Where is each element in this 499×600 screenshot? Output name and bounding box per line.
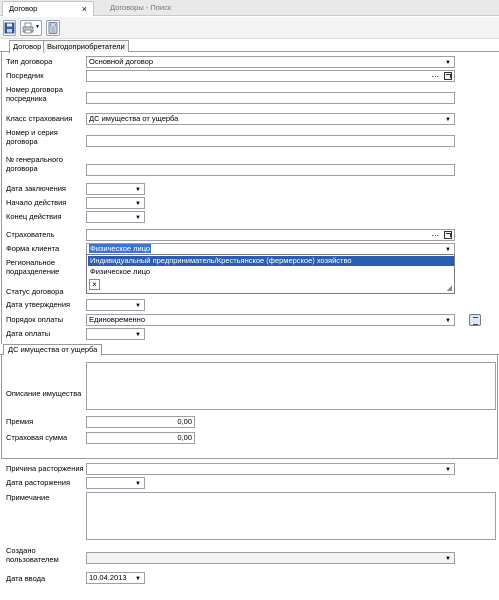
insurance-class-select[interactable] [86, 113, 455, 125]
chevron-down-icon: ▼ [445, 467, 451, 473]
date-approved-picker[interactable] [86, 299, 145, 311]
contract-type-select[interactable] [86, 56, 455, 68]
toolbar [0, 17, 499, 39]
label-entry-date: Дата ввода [6, 574, 46, 583]
payment-schedule-icon[interactable] [469, 314, 481, 326]
calculator-button[interactable] [46, 20, 60, 36]
label-payment-date: Дата оплаты [6, 329, 51, 338]
tab-contracts-search-label: Договоры - Поиск [110, 3, 172, 12]
chevron-down-icon: ▼ [135, 332, 141, 338]
tab-contracts-search[interactable] [104, 1, 196, 16]
insurance-class-value: ДС имущества от ущерба [89, 114, 179, 123]
save-button[interactable] [3, 20, 16, 36]
tab-beneficiaries[interactable]: Выгодоприобретатели [43, 40, 129, 52]
chevron-down-icon: ▼ [445, 60, 451, 66]
general-no-input[interactable] [86, 164, 455, 176]
chevron-down-icon: ▼ [135, 303, 141, 309]
label-client-form: Форма клиента [6, 244, 60, 253]
start-date-picker[interactable] [86, 197, 145, 209]
tab-contract-form[interactable]: Договор [9, 40, 45, 53]
open-icon[interactable] [444, 72, 452, 80]
label-broker-contract-no: Номер договора посредника [6, 85, 63, 103]
termination-reason-select[interactable] [86, 463, 455, 475]
form-tab-strip [0, 39, 499, 52]
contract-type-value: Основной договор [89, 57, 153, 66]
tab-contract-label: Договор [9, 4, 38, 13]
client-form-dropdown-list [86, 254, 455, 294]
label-contract-type: Тип договора [6, 57, 53, 66]
insured-sum-input[interactable]: 0,00 [86, 432, 195, 444]
chevron-down-icon: ▼ [135, 576, 141, 582]
calculator-icon [47, 21, 59, 35]
end-date-picker[interactable] [86, 211, 145, 223]
chevron-down-icon: ▼ [135, 215, 141, 221]
payment-order-value: Единовременно [89, 315, 145, 324]
tab-contract[interactable] [2, 1, 94, 16]
label-broker: Посредник [6, 71, 44, 80]
created-by-select[interactable] [86, 552, 455, 564]
frame-border [1, 52, 2, 344]
label-date-approved: Дата утверждения [6, 300, 71, 309]
chevron-down-icon: ▼ [445, 117, 451, 123]
section-tab-strip [0, 344, 499, 355]
dropdown-option[interactable]: Индивидуальный предприниматель/Крестьянское (фермерское) хозяйство [88, 256, 454, 266]
chevron-down-icon: ▼ [135, 481, 141, 487]
close-icon[interactable]: × [89, 279, 100, 290]
label-status: Статус договора [6, 287, 64, 296]
label-region: Региональное подразделение [6, 258, 60, 276]
document-tab-strip [0, 0, 499, 16]
chevron-down-icon: ▼ [445, 318, 451, 324]
label-end: Конец действия [6, 212, 62, 221]
entry-date-picker[interactable] [86, 572, 145, 584]
print-dropdown-button[interactable] [20, 20, 42, 36]
note-textarea[interactable] [86, 492, 496, 540]
label-created-by: Создано пользователем [6, 546, 59, 564]
resize-grip-icon[interactable]: ◢ [446, 285, 452, 292]
broker-contract-no-input[interactable] [86, 92, 455, 104]
label-property-description: Описание имущества [6, 389, 82, 398]
print-icon [22, 21, 34, 35]
payment-date-picker[interactable] [86, 328, 145, 340]
label-premium: Премия [6, 417, 34, 426]
premium-input[interactable]: 0,00 [86, 416, 195, 428]
label-contract-no: Номер и серия договора [6, 128, 58, 146]
termination-date-picker[interactable] [86, 477, 145, 489]
payment-order-select[interactable] [86, 314, 455, 326]
broker-field[interactable] [86, 70, 455, 82]
label-general-no: № генерального договора [6, 155, 63, 173]
label-start: Начало действия [6, 198, 67, 207]
chevron-down-icon: ▼ [135, 187, 141, 193]
date-signed-picker[interactable] [86, 183, 145, 195]
chevron-down-icon: ▼ [445, 556, 451, 562]
label-date-signed: Дата заключения [6, 184, 66, 193]
insurer-field[interactable] [86, 229, 455, 241]
close-icon[interactable]: × [81, 4, 87, 14]
client-form-value: Физическое лицо [90, 244, 151, 253]
dots-icon[interactable]: ... [431, 229, 439, 238]
label-note: Примечание [6, 493, 50, 502]
save-icon [4, 21, 15, 35]
tab-property-damage[interactable]: ДС имущества от ущерба [3, 344, 102, 355]
chevron-down-icon: ▼ [135, 201, 141, 207]
open-icon[interactable] [444, 231, 452, 239]
dots-icon[interactable]: ... [431, 70, 439, 79]
label-payment-order: Порядок оплаты [6, 315, 64, 324]
label-insurance-class: Класс страхования [6, 114, 73, 123]
label-termination-reason: Причина расторжения [6, 464, 84, 473]
contract-no-input[interactable] [86, 135, 455, 147]
dropdown-option[interactable]: Физическое лицо [90, 267, 151, 276]
label-insured-sum: Страховая сумма [6, 433, 68, 442]
label-insurer: Страхователь [6, 230, 55, 239]
label-termination-date: Дата расторжения [6, 478, 71, 487]
property-description-textarea[interactable] [86, 362, 496, 410]
entry-date-value: 10.04.2013 [89, 573, 127, 582]
chevron-down-icon: ▼ [35, 24, 40, 30]
chevron-down-icon: ▼ [445, 247, 451, 253]
